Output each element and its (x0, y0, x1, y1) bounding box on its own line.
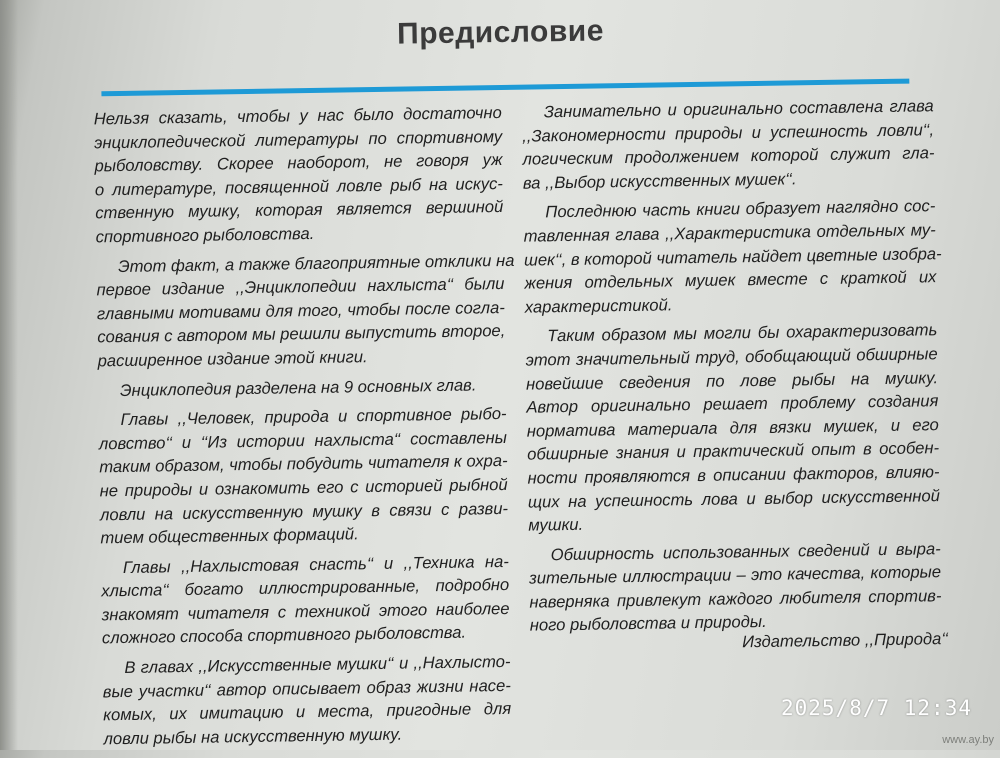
text-line: обширные знания и практический опыт в особен- (526, 438, 940, 464)
text-line: шек‘‘, в которой читатель найдет цветные изобра- (523, 243, 942, 270)
text-line: щих на успешность лова и выбор искусственной (527, 485, 940, 512)
text-line: ,,Закономерности природы и успешность ловли‘‘, (521, 119, 935, 146)
paragraph (522, 94, 935, 195)
paragraph (523, 195, 942, 319)
text-line: вые участки‘‘ автор описывает образ жизни насе- (102, 675, 511, 701)
page-title: Предисловие (396, 14, 605, 51)
text-line: новейшие сведения по лове рыбы на мушку. (525, 367, 939, 394)
photo-timestamp: 2025/8/7 12:34 (780, 696, 972, 720)
paragraph (98, 372, 506, 402)
text-line: мушки. (528, 514, 584, 535)
text-line: о литературе, посвященной ловле рыб на искус- (94, 173, 504, 200)
text-line: Нельзя сказать, чтобы у нас было достаточно (93, 102, 502, 129)
text-line: Главы ,,Человек, природа и спортивное рыбо- (120, 404, 507, 430)
text-line: сования с автором мы решили выпустить второе, (97, 321, 506, 347)
text-line: ловли на искусственную мушку в связи с разви- (99, 498, 509, 524)
text-line: рыболовству. Скорее наоборот, не говоря уж (94, 150, 503, 176)
text-line: жения отдельных мушек вместе с краткой их (524, 267, 937, 293)
paragraph (94, 101, 504, 249)
text-line: Последнюю часть книги образует наглядно сос- (545, 196, 936, 222)
text-line: логическим продолжением которой служит гла- (522, 143, 935, 169)
text-line: главными мотивами для того, чтобы после согла- (96, 297, 505, 324)
text-line: энциклопедической литературы по спортивному (94, 126, 503, 152)
text-line: тавленная глава ,,Характеристика отдельных му- (523, 220, 936, 246)
text-line: Таким образом мы могли бы охарактеризовать (547, 320, 938, 346)
paragraph (529, 537, 942, 638)
text-line: таким образом, чтобы побудить читателя к охра- (99, 451, 508, 477)
paragraph (525, 319, 940, 538)
text-line: комых, их имитацию и места, пригодные для (103, 699, 512, 725)
text-line: ловли рыбы на искусственную мушку. (103, 724, 403, 749)
text-line: характеристикой. (524, 295, 673, 317)
text-line: расширенное издание этой книги. (97, 347, 368, 371)
publisher-signature: Издательство ,,Природа‘‘ (741, 629, 949, 652)
text-line: Этот факт, а также благоприятные отклики на (117, 250, 515, 276)
text-line: сложного способа спортивного рыболовства. (101, 623, 467, 648)
text-line: спортивного рыболовства. (95, 223, 315, 247)
left-text-column (93, 101, 515, 751)
text-line: Занимательно и оригинально составлена глава (543, 96, 934, 122)
text-line: Главы ,,Нахлыстовая снасть‘‘ и ,,Техника на- (122, 551, 509, 577)
text-line: Энциклопедия разделена на 9 основных глав. (119, 374, 477, 400)
text-line: Обширность использованных сведений и выра- (550, 538, 941, 564)
paragraph (98, 402, 508, 550)
title-divider (101, 79, 909, 97)
text-line: Автор оригинально решает проблему создания (526, 391, 939, 417)
text-line: первое издание ,,Энциклопедии нахлыста‘‘ были (96, 274, 505, 300)
text-line: ного рыболовства и природы. (529, 612, 767, 636)
text-line: ловство‘‘ и ‘‘Из истории нахлыста‘‘ составлены (98, 427, 508, 454)
text-line: ности проявляются в описании факторов, влияю- (527, 462, 940, 488)
paragraph (96, 249, 515, 373)
text-line: наверняка привлекут каждого любителя спортив- (529, 586, 942, 612)
text-line: знакомят читателя с техникой этого наиболее (101, 598, 510, 625)
text-line: тием общественных формаций. (100, 524, 359, 548)
text-line: зительные иллюстрации – это качества, которые (528, 562, 942, 588)
text-line: этот значительный труд, обобщающий обширные (525, 344, 938, 370)
text-line: хлыста‘‘ богато иллюстрированные, подробно (101, 575, 510, 601)
text-line: ва ,,Выбор искусственных мушек‘‘. (522, 169, 797, 193)
site-watermark: www.ay.by (942, 734, 994, 746)
paragraph (102, 650, 511, 751)
text-line: норматива материала для вязки мушек, и его (526, 414, 939, 441)
text-line: ственную мушку, которая является вершиной (95, 197, 504, 223)
text-line: В главах ,,Искусственные мушки‘‘ и ,,Нахлысто- (124, 651, 511, 678)
right-text-column (522, 94, 942, 637)
paragraph (101, 550, 510, 651)
text-line: не природы и ознакомить его с историей рыбной (99, 474, 508, 501)
